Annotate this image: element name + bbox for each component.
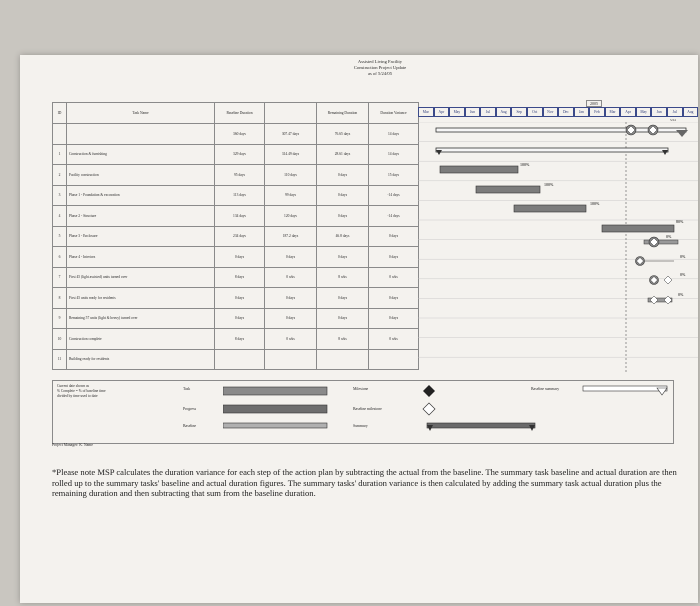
cell-variance: -14 days xyxy=(369,185,419,206)
cell-col4: 0 wks xyxy=(265,267,317,288)
header-id: ID xyxy=(53,103,67,124)
table-row xyxy=(53,226,419,247)
cell-variance: 14 days xyxy=(369,144,419,165)
legend xyxy=(52,380,674,444)
cell-baseline: 0 days xyxy=(215,288,265,309)
cell-baseline: 95 days xyxy=(215,165,265,186)
cell-id: 4 xyxy=(53,206,67,227)
summary-bar-row-1 xyxy=(436,148,668,155)
header-baseline-duration: Baseline Duration xyxy=(215,103,265,124)
table-header-row xyxy=(53,103,419,124)
legend-baseline-swatch xyxy=(223,423,327,428)
cell-remaining: 0 days xyxy=(317,165,369,186)
month-cell: Aug xyxy=(496,107,512,117)
milestone-row-9 xyxy=(648,292,684,304)
cell-name: Phase 3 - Enclosure xyxy=(67,226,215,247)
report-title-line-3: as of 5/24/05 xyxy=(368,71,392,76)
cell-col4: 314.49 days xyxy=(265,144,317,165)
progress-label-row-6: 0% xyxy=(666,234,672,239)
legend-summary-swatch xyxy=(427,423,535,431)
progress-label-row-7: 0% xyxy=(680,254,686,259)
progress-label-row-9: 0% xyxy=(678,292,684,297)
report-sheet xyxy=(20,55,698,603)
gantt-timescale xyxy=(418,98,698,122)
month-cell: Jul xyxy=(480,107,496,117)
cell-variance: -14 days xyxy=(369,206,419,227)
cell-variance: 0 wks xyxy=(369,267,419,288)
header-task-name: Task Name xyxy=(67,103,215,124)
cell-name: First 45 (light assisted) units turned over xyxy=(67,267,215,288)
legend-task-swatches xyxy=(223,385,333,441)
legend-baseline-label: Baseline xyxy=(183,424,197,428)
table-row xyxy=(53,267,419,288)
project-manager: Project Manager: K. Name xyxy=(52,443,93,447)
cell-id: 10 xyxy=(53,329,67,350)
timescale-year: 2005 xyxy=(586,100,602,107)
cell-remaining: 8 wks xyxy=(317,329,369,350)
cell-remaining: 8 wks xyxy=(317,267,369,288)
cell-baseline: 360 days xyxy=(215,124,265,145)
cell-id: 7 xyxy=(53,267,67,288)
cell-remaining: 0 days xyxy=(317,288,369,309)
timescale-months xyxy=(418,107,698,117)
cell-baseline: 0 days xyxy=(215,247,265,268)
cell-id xyxy=(53,124,67,145)
report-title-line-2: Construction Project Update xyxy=(353,65,407,70)
cell-name: Construction & furnishing xyxy=(67,144,215,165)
month-cell: Nov xyxy=(543,107,559,117)
legend-baseline-summary-label: Baseline summary xyxy=(531,387,560,391)
cell-name: Construction complete xyxy=(67,329,215,350)
month-cell: Jan xyxy=(574,107,590,117)
month-cell: Aug xyxy=(683,107,699,117)
cell-remaining: 0 days xyxy=(317,308,369,329)
month-cell: Apr xyxy=(434,107,450,117)
cell-remaining: 0 days xyxy=(317,206,369,227)
cell-col4: 307.47 days xyxy=(265,124,317,145)
header-duration-variance: Duration Variance xyxy=(369,103,419,124)
progress-label-row-3: 100% xyxy=(544,182,554,187)
legend-note-line-3: divided by time used to date xyxy=(57,394,98,398)
cell-variance: 0 days xyxy=(369,308,419,329)
cell-variance: 15 days xyxy=(369,165,419,186)
legend-note xyxy=(57,384,135,399)
cell-name: Remaining 57 units (light & heavy) turned over xyxy=(67,308,215,329)
gantt-chart xyxy=(418,122,698,374)
legend-baseline-milestone-label: Baseline milestone xyxy=(353,407,382,411)
progress-label-row-5: 80% xyxy=(676,219,684,224)
cell-name: First 45 units ready for residents xyxy=(67,288,215,309)
month-cell: May xyxy=(449,107,465,117)
cell-name: Phase 1 - Foundation & excavation xyxy=(67,185,215,206)
cell-id: 8 xyxy=(53,288,67,309)
month-cell: Feb xyxy=(589,107,605,117)
table-row xyxy=(53,308,419,329)
cell-id: 3 xyxy=(53,185,67,206)
legend-progress-swatch xyxy=(223,405,327,413)
table-row xyxy=(53,329,419,350)
legend-progress-label: Progress xyxy=(183,407,197,411)
report-title-line-1: Assisted Living Facility xyxy=(357,59,403,64)
cell-name: Phase 4 - Interiors xyxy=(67,247,215,268)
month-cell: Dec xyxy=(558,107,574,117)
table-row xyxy=(53,247,419,268)
task-bar-row-4 xyxy=(514,205,586,212)
cell-baseline: 8 days xyxy=(215,267,265,288)
cell-col4: 0 wks xyxy=(265,329,317,350)
cell-baseline: 8 days xyxy=(215,329,265,350)
cell-variance: 14 days xyxy=(369,124,419,145)
cell-col4: 0 days xyxy=(265,247,317,268)
cell-variance xyxy=(369,349,419,370)
cell-col4: 120 days xyxy=(265,206,317,227)
legend-baseline-summary-swatch xyxy=(581,384,671,398)
legend-milestone-label: Milestone xyxy=(353,387,369,391)
cell-col4: 0 days xyxy=(265,308,317,329)
milestone-row-8 xyxy=(650,272,687,285)
progress-label-row-2: 100% xyxy=(520,162,530,167)
task-bar-row-5 xyxy=(602,225,674,232)
legend-milestone-diamond xyxy=(423,385,435,397)
month-cell: Jun xyxy=(465,107,481,117)
cell-baseline: 113 days xyxy=(215,185,265,206)
month-cell: Sep xyxy=(511,107,527,117)
cell-variance: 0 wks xyxy=(369,329,419,350)
progress-label-row-8: 0% xyxy=(680,272,686,277)
cell-name: Facility construction xyxy=(67,165,215,186)
month-cell: Oct xyxy=(527,107,543,117)
task-bar-row-3 xyxy=(476,186,540,193)
table-row xyxy=(53,349,419,370)
cell-baseline xyxy=(215,349,265,370)
cell-remaining: 46.8 days xyxy=(317,226,369,247)
cell-id: 2 xyxy=(53,165,67,186)
month-cell: Mar xyxy=(418,107,434,117)
report-title xyxy=(310,59,450,77)
table-row xyxy=(53,124,419,145)
table-row xyxy=(53,185,419,206)
cell-remaining: 0 days xyxy=(317,247,369,268)
task-table xyxy=(52,102,419,370)
cell-id: 6 xyxy=(53,247,67,268)
cell-baseline: 0 days xyxy=(215,308,265,329)
table-row xyxy=(53,144,419,165)
cell-remaining: 76.65 days xyxy=(317,124,369,145)
cell-id: 1 xyxy=(53,144,67,165)
cell-id: 5 xyxy=(53,226,67,247)
table-row xyxy=(53,206,419,227)
progress-label-row-4: 100% xyxy=(590,201,600,206)
header-remaining-duration: Remaining Duration xyxy=(317,103,369,124)
cell-remaining: 28.61 days xyxy=(317,144,369,165)
legend-note-line-2: % Complete = % of baseline time xyxy=(57,389,106,393)
month-cell: Apr xyxy=(620,107,636,117)
cell-name: Phase 2 - Structure xyxy=(67,206,215,227)
cell-variance: 0 days xyxy=(369,226,419,247)
cell-baseline: 134 days xyxy=(215,206,265,227)
table-row xyxy=(53,288,419,309)
milestone-row-6 xyxy=(644,234,678,247)
cell-name xyxy=(67,124,215,145)
cell-variance: 0 days xyxy=(369,288,419,309)
cell-remaining: 0 days xyxy=(317,185,369,206)
table-row xyxy=(53,165,419,186)
cell-col4: 110 days xyxy=(265,165,317,186)
cell-baseline: 234 days xyxy=(215,226,265,247)
cell-variance: 0 days xyxy=(369,247,419,268)
legend-milestone-swatches xyxy=(413,383,543,441)
header-col4 xyxy=(265,103,317,124)
month-cell: Jul xyxy=(667,107,683,117)
month-cell: Mar xyxy=(605,107,621,117)
legend-summary-label: Summary xyxy=(353,424,368,428)
legend-baseline-milestone-diamond xyxy=(423,403,435,415)
cell-id: 9 xyxy=(53,308,67,329)
task-bar-row-2 xyxy=(440,166,518,173)
cell-col4 xyxy=(265,349,317,370)
cell-baseline: 329 days xyxy=(215,144,265,165)
milestone-row-7 xyxy=(636,254,687,266)
cell-name: Building ready for residents xyxy=(67,349,215,370)
cell-col4: 187.2 days xyxy=(265,226,317,247)
legend-task-label: Task xyxy=(183,387,191,391)
cell-col4: 99 days xyxy=(265,185,317,206)
legend-task-swatch xyxy=(223,387,327,395)
status-date-label: 5/24 xyxy=(670,118,676,122)
legend-note-line-1: Current date shown as xyxy=(57,384,90,388)
cell-col4: 0 days xyxy=(265,288,317,309)
cell-remaining xyxy=(317,349,369,370)
footnote: *Please note MSP calculates the duration variance for each step of the action plan by subtracting the actual from the baseline. The summary task baseline and actual duration are then rolled up to the summary tasks' baseline and actual duration figures. The summary tasks' duration variance is then calculated by adding the summary task actual duration plus the remaining duration and then subtracting that sum from the baseline duration. xyxy=(52,467,677,498)
cell-id: 11 xyxy=(53,349,67,370)
month-cell: May xyxy=(636,107,652,117)
month-cell: Jun xyxy=(651,107,667,117)
